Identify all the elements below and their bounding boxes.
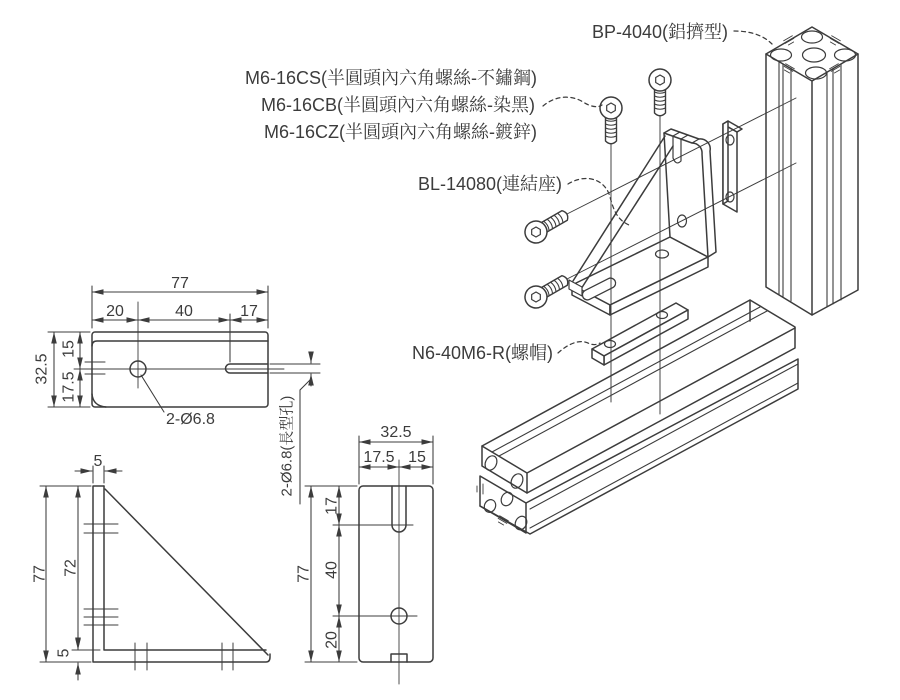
label-nut: N6-40M6-R(螺帽) xyxy=(411,343,553,363)
screw-vertical-left xyxy=(600,97,622,144)
dim-top-seg-right: 17 xyxy=(240,303,258,320)
dim-top-seg-left: 20 xyxy=(106,303,124,320)
screw-vertical-right xyxy=(649,69,671,116)
label-screw-black: M6-16CB(半圓頭內六角螺絲-染黑) xyxy=(260,95,535,115)
front-view-outline xyxy=(359,486,433,662)
leader-bracket xyxy=(568,178,629,225)
dim-front-top-seg: 17 xyxy=(323,497,341,515)
dim-side-top-thickness: 5 xyxy=(93,453,103,470)
side-view-outline xyxy=(93,486,270,662)
dimensions xyxy=(40,286,433,680)
dim-slot-callout: 2-Ø6.8(長型孔) xyxy=(278,395,296,497)
dim-front-height: 77 xyxy=(295,565,313,583)
dim-front-width: 32.5 xyxy=(380,424,412,441)
top-view xyxy=(85,332,268,407)
dim-front-mid-seg: 40 xyxy=(323,561,341,579)
side-view-inner-edges xyxy=(104,486,266,650)
centerlines xyxy=(74,302,399,684)
dim-top-width: 77 xyxy=(171,275,189,292)
leader-screws xyxy=(543,97,602,107)
front-view xyxy=(359,486,433,662)
bracket xyxy=(569,129,716,315)
top-view-slot xyxy=(226,364,269,373)
label-extrusion: BP-4040(鋁擠型) xyxy=(591,22,728,42)
leader-extrusion xyxy=(734,31,772,44)
dim-side-height: 77 xyxy=(31,565,49,583)
side-view xyxy=(84,486,270,670)
top-view-outline xyxy=(92,332,268,407)
dim-hole-callout: 2-Ø6.8 xyxy=(166,411,215,428)
top-view-inner-edge xyxy=(92,341,268,346)
screw-angled-lower xyxy=(521,270,572,312)
label-bracket: BL-14080(連結座) xyxy=(417,174,562,194)
dim-front-bottom-seg: 20 xyxy=(323,631,341,649)
dim-side-bottom-thickness: 5 xyxy=(55,648,73,658)
top-view-inner-fillet xyxy=(92,394,106,407)
top-view-rib-ticks xyxy=(85,362,105,374)
dim-front-left: 17.5 xyxy=(363,449,395,466)
label-screw-zinc: M6-16CZ(半圓頭內六角螺絲-鍍鋅) xyxy=(264,122,537,142)
dim-top-upper: 15 xyxy=(60,340,78,358)
dim-side-inner-height: 72 xyxy=(62,559,80,577)
side-view-base-ticks xyxy=(135,643,233,670)
label-screw-stainless: M6-16CS(半圓頭內六角螺絲-不鏽鋼) xyxy=(244,68,537,88)
slot-callout-leader xyxy=(300,379,311,504)
side-view-hypotenuse xyxy=(105,489,268,655)
dim-top-lower: 17.5 xyxy=(60,371,78,403)
dim-top-height: 32.5 xyxy=(33,353,51,385)
side-view-leg-ticks xyxy=(84,524,118,625)
orthographic-views xyxy=(74,302,433,684)
dim-top-seg-mid: 40 xyxy=(175,303,193,320)
screw-angled-upper xyxy=(521,205,572,247)
dim-front-right: 15 xyxy=(408,449,426,466)
